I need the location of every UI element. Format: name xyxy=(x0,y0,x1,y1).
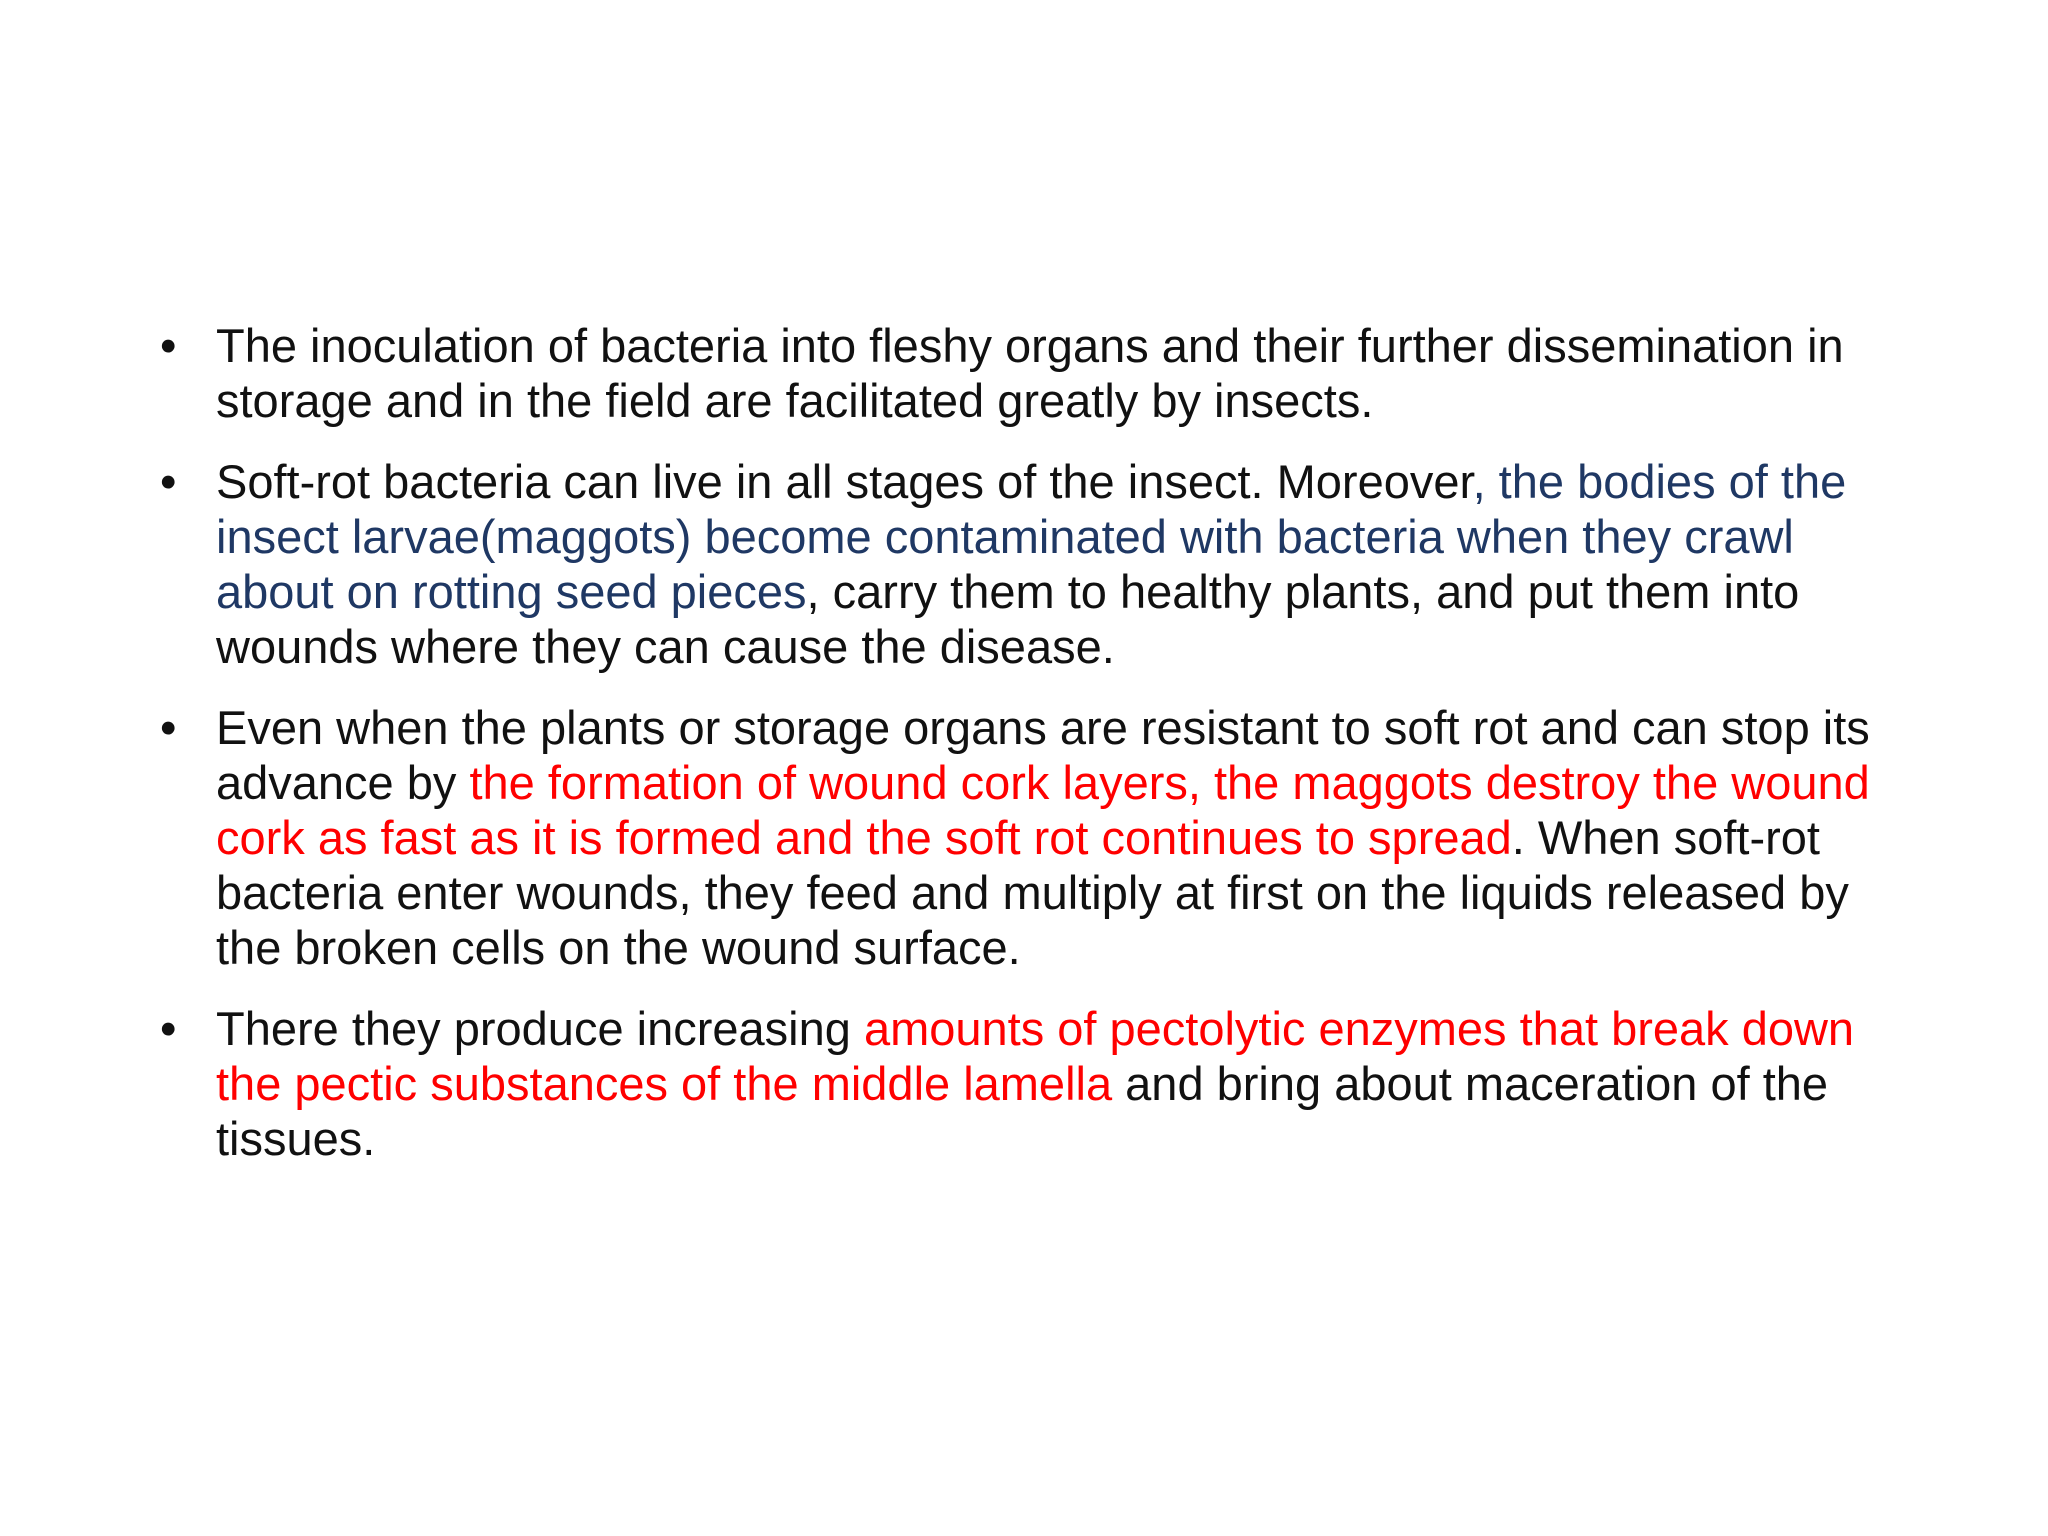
bullet-text: There they produce increasing xyxy=(216,1002,864,1055)
bullet-text: . When soft-rot bacteria enter wounds, they feed and multiply at first on the liquids released by the broken cells on the wound surface. xyxy=(216,811,1849,974)
bullet-item xyxy=(158,454,1918,674)
bullet-item xyxy=(158,1001,1918,1166)
bullet-item xyxy=(158,700,1918,975)
bullet-text: , carry them to healthy plants, and put them into wounds where they can cause the disease. xyxy=(216,565,1800,673)
bullet-list xyxy=(158,318,1918,1192)
bullet-item xyxy=(158,318,1918,428)
highlighted-text: amounts of pectolytic enzymes that break down the pectic substances of the middle lamella xyxy=(216,1002,1855,1110)
bullet-text: Even when the plants or storage organs are resistant to soft rot and can stop its advance by xyxy=(216,701,1870,809)
bullet-text: Soft-rot bacteria can live in all stages of the insect. Moreover xyxy=(216,455,1473,508)
highlighted-text: , the bodies of the insect larvae(maggots) become contaminated with bacteria when they crawl about on rotting seed pieces xyxy=(216,455,1847,618)
bullet-text: and bring about maceration of the tissues. xyxy=(216,1057,1829,1165)
highlighted-text: the formation of wound cork layers, the maggots destroy the wound cork as fast as it is formed and the soft rot continues to spread xyxy=(216,756,1870,864)
bullet-text: The inoculation of bacteria into fleshy organs and their further dissemination in storage and in the field are facilitated greatly by insects. xyxy=(216,319,1844,427)
